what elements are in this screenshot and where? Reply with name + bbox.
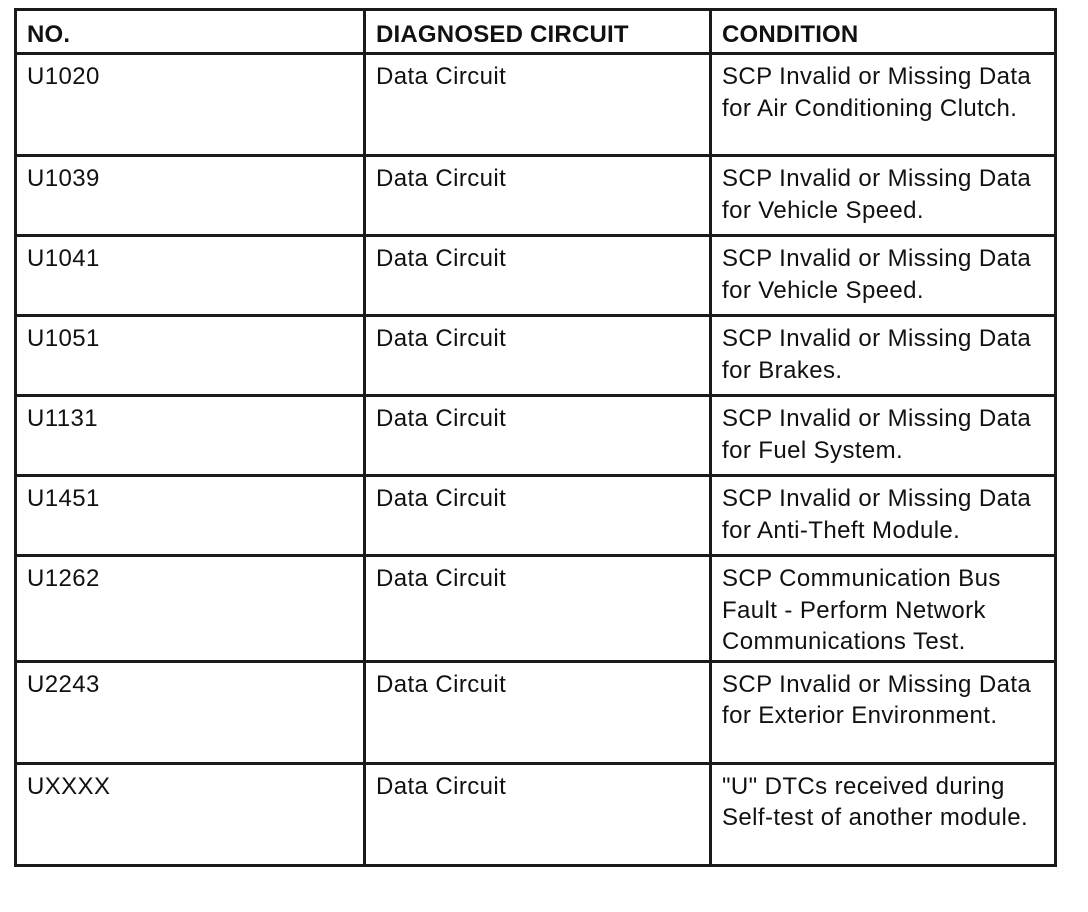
cell-no: U1041 — [16, 236, 365, 316]
table-row — [16, 396, 1056, 476]
table-row — [16, 476, 1056, 556]
cell-no: U1020 — [16, 54, 365, 156]
cell-condition: SCP Invalid or Missing Data for Fuel System. — [711, 396, 1056, 476]
cell-condition: "U" DTCs received during Self-test of another module. — [711, 763, 1056, 865]
cell-circuit: Data Circuit — [365, 236, 711, 316]
cell-circuit: Data Circuit — [365, 661, 711, 763]
cell-condition: SCP Invalid or Missing Data for Exterior Environment. — [711, 661, 1056, 763]
cell-no: U2243 — [16, 661, 365, 763]
cell-circuit: Data Circuit — [365, 316, 711, 396]
cell-no: U1039 — [16, 156, 365, 236]
cell-no: U1262 — [16, 556, 365, 662]
cell-circuit: Data Circuit — [365, 476, 711, 556]
cell-condition: SCP Invalid or Missing Data for Vehicle Speed. — [711, 156, 1056, 236]
table-row — [16, 236, 1056, 316]
cell-condition: SCP Invalid or Missing Data for Anti-Theft Module. — [711, 476, 1056, 556]
cell-no: UXXXX — [16, 763, 365, 865]
dtc-table — [14, 8, 1057, 867]
cell-circuit: Data Circuit — [365, 156, 711, 236]
cell-condition: SCP Invalid or Missing Data for Brakes. — [711, 316, 1056, 396]
header-diagnosed-circuit: DIAGNOSED CIRCUIT — [365, 10, 711, 54]
cell-no: U1051 — [16, 316, 365, 396]
header-condition: CONDITION — [711, 10, 1056, 54]
table-header-row — [16, 10, 1056, 54]
cell-circuit: Data Circuit — [365, 556, 711, 662]
cell-no: U1451 — [16, 476, 365, 556]
cell-circuit: Data Circuit — [365, 54, 711, 156]
dtc-table-container — [14, 8, 1054, 867]
cell-condition: SCP Invalid or Missing Data for Vehicle Speed. — [711, 236, 1056, 316]
cell-circuit: Data Circuit — [365, 763, 711, 865]
cell-condition: SCP Invalid or Missing Data for Air Conditioning Clutch. — [711, 54, 1056, 156]
header-no: NO. — [16, 10, 365, 54]
table-row — [16, 156, 1056, 236]
table-row — [16, 556, 1056, 662]
cell-no: U1131 — [16, 396, 365, 476]
cell-circuit: Data Circuit — [365, 396, 711, 476]
table-row — [16, 763, 1056, 865]
cell-condition: SCP Communication Bus Fault - Perform Network Communications Test. — [711, 556, 1056, 662]
table-row — [16, 54, 1056, 156]
table-row — [16, 661, 1056, 763]
table-row — [16, 316, 1056, 396]
